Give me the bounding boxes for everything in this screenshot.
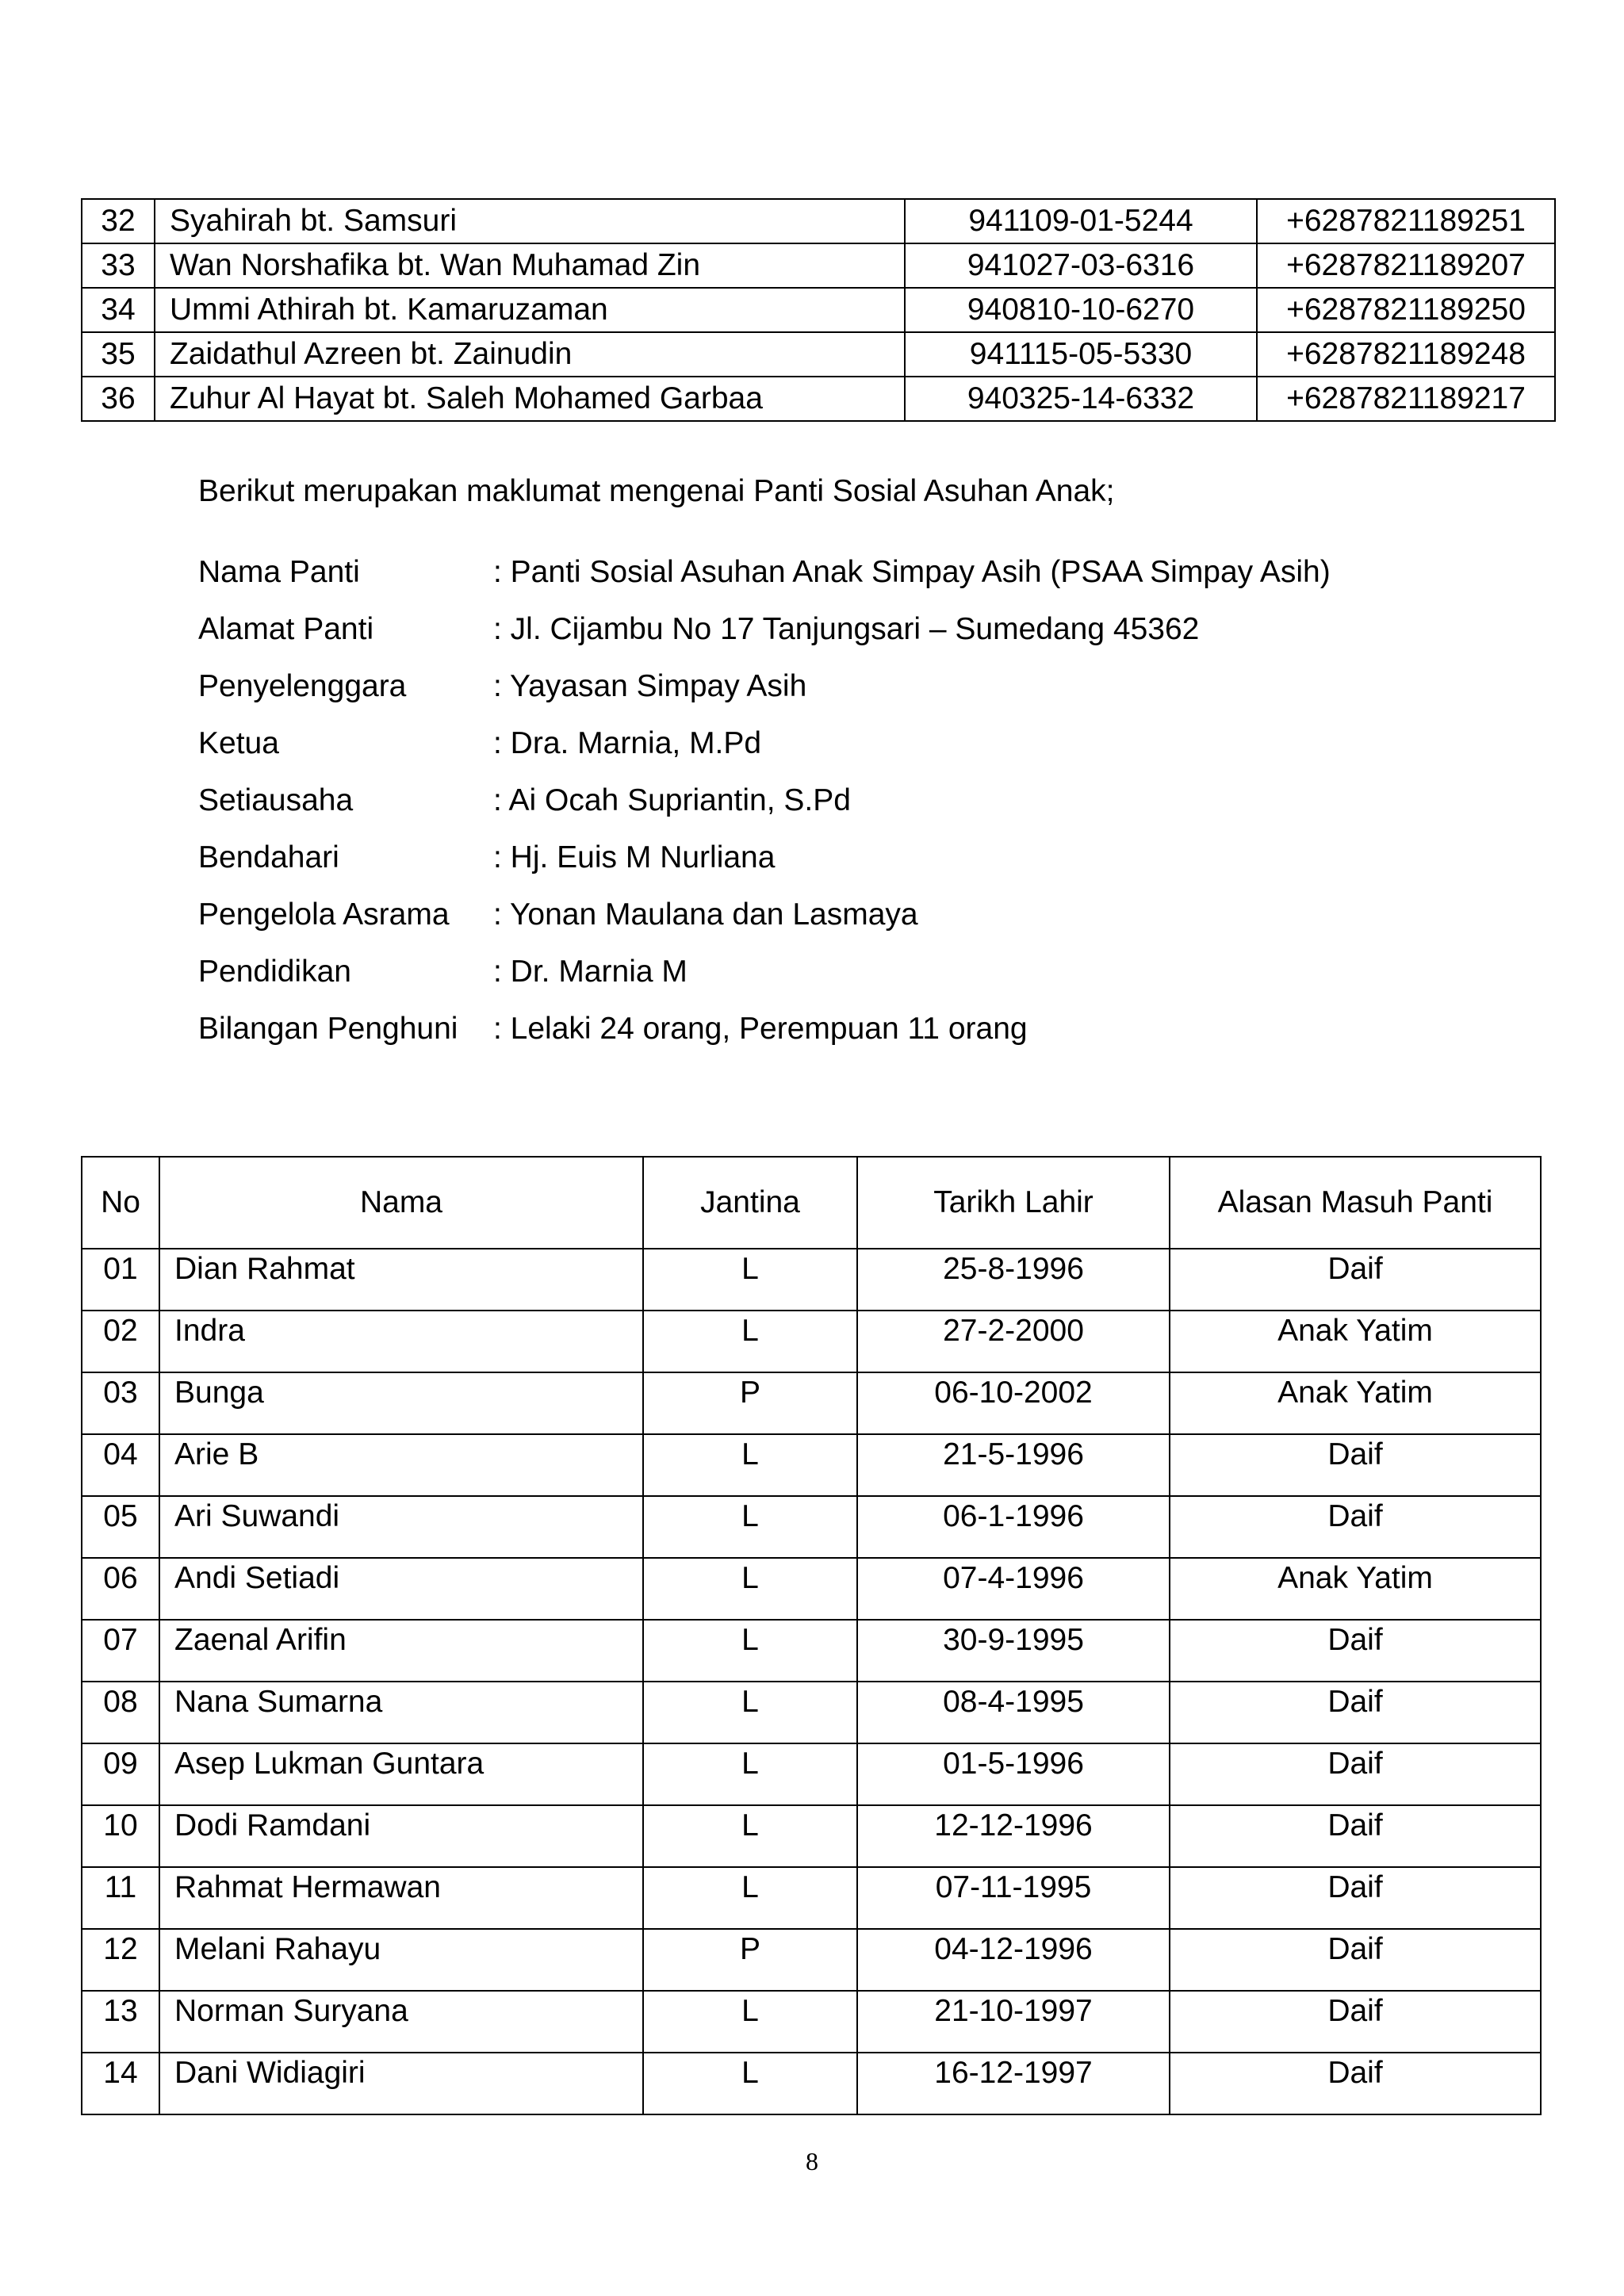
table-row [82, 332, 1555, 377]
resident-gender: L [643, 1558, 857, 1620]
resident-dob: 21-5-1996 [857, 1434, 1170, 1496]
resident-reason: Daif [1170, 2053, 1541, 2114]
info-value: : Hj. Euis M Nurliana [493, 840, 776, 874]
info-value: : Jl. Cijambu No 17 Tanjungsari – Sumedang 45362 [493, 612, 1200, 646]
table-row [82, 288, 1555, 332]
row-number: 34 [82, 288, 155, 332]
ic-number: 941115-05-5330 [905, 332, 1257, 377]
resident-gender: L [643, 1496, 857, 1558]
resident-name: Melani Rahayu [159, 1929, 643, 1991]
phone-number: +6287821189207 [1257, 243, 1555, 288]
info-label: Ketua [198, 726, 279, 760]
resident-name: Dani Widiagiri [159, 2053, 643, 2114]
resident-no: 07 [82, 1620, 159, 1682]
resident-name: Ari Suwandi [159, 1496, 643, 1558]
intro-paragraph: Berikut merupakan maklumat mengenai Panti Sosial Asuhan Anak; [198, 474, 1115, 508]
table-row [82, 1311, 1541, 1372]
header-reason: Alasan Masuh Panti [1170, 1157, 1541, 1249]
resident-reason: Anak Yatim [1170, 1372, 1541, 1434]
resident-gender: L [643, 1867, 857, 1929]
resident-gender: L [643, 1805, 857, 1867]
info-value: : Yonan Maulana dan Lasmaya [493, 897, 918, 932]
info-value: : Dra. Marnia, M.Pd [493, 726, 762, 760]
resident-name: Andi Setiadi [159, 1558, 643, 1620]
resident-name: Norman Suryana [159, 1991, 643, 2053]
table-row [82, 1867, 1541, 1929]
table-row [82, 199, 1555, 243]
resident-name: Dian Rahmat [159, 1249, 643, 1311]
header-name: Nama [159, 1157, 643, 1249]
resident-reason: Anak Yatim [1170, 1311, 1541, 1372]
resident-dob: 12-12-1996 [857, 1805, 1170, 1867]
phone-number: +6287821189248 [1257, 332, 1555, 377]
info-value: : Panti Sosial Asuhan Anak Simpay Asih (PSAA Simpay Asih) [493, 555, 1331, 589]
info-label: Penyelenggara [198, 669, 407, 703]
resident-dob: 16-12-1997 [857, 2053, 1170, 2114]
resident-dob: 07-4-1996 [857, 1558, 1170, 1620]
resident-name: Indra [159, 1311, 643, 1372]
resident-no: 14 [82, 2053, 159, 2114]
info-value: : Yayasan Simpay Asih [493, 669, 807, 703]
resident-no: 02 [82, 1311, 159, 1372]
table-row [82, 2053, 1541, 2114]
table-row [82, 243, 1555, 288]
student-name: Ummi Athirah bt. Kamaruzaman [155, 288, 905, 332]
student-name: Wan Norshafika bt. Wan Muhamad Zin [155, 243, 905, 288]
resident-no: 08 [82, 1682, 159, 1743]
ic-number: 940325-14-6332 [905, 377, 1257, 421]
resident-name: Dodi Ramdani [159, 1805, 643, 1867]
students-table [81, 198, 1556, 422]
resident-gender: L [643, 1311, 857, 1372]
table-row [82, 1372, 1541, 1434]
ic-number: 941109-01-5244 [905, 199, 1257, 243]
table-row [82, 377, 1555, 421]
resident-name: Bunga [159, 1372, 643, 1434]
student-name: Syahirah bt. Samsuri [155, 199, 905, 243]
resident-gender: L [643, 1743, 857, 1805]
resident-name: Asep Lukman Guntara [159, 1743, 643, 1805]
resident-gender: P [643, 1929, 857, 1991]
resident-dob: 04-12-1996 [857, 1929, 1170, 1991]
resident-gender: L [643, 1682, 857, 1743]
info-value: : Dr. Marnia M [493, 955, 688, 989]
table-row [82, 1249, 1541, 1311]
student-name: Zuhur Al Hayat bt. Saleh Mohamed Garbaa [155, 377, 905, 421]
table-header-row [82, 1157, 1541, 1249]
table-row [82, 1743, 1541, 1805]
row-number: 33 [82, 243, 155, 288]
row-number: 36 [82, 377, 155, 421]
resident-no: 01 [82, 1249, 159, 1311]
resident-no: 05 [82, 1496, 159, 1558]
info-label: Alamat Panti [198, 612, 374, 646]
resident-gender: L [643, 1249, 857, 1311]
student-name: Zaidathul Azreen bt. Zainudin [155, 332, 905, 377]
phone-number: +6287821189217 [1257, 377, 1555, 421]
resident-gender: P [643, 1372, 857, 1434]
resident-dob: 25-8-1996 [857, 1249, 1170, 1311]
resident-dob: 08-4-1995 [857, 1682, 1170, 1743]
resident-name: Rahmat Hermawan [159, 1867, 643, 1929]
resident-no: 13 [82, 1991, 159, 2053]
resident-no: 06 [82, 1558, 159, 1620]
table-row [82, 1620, 1541, 1682]
resident-gender: L [643, 1434, 857, 1496]
resident-reason: Daif [1170, 1929, 1541, 1991]
info-label: Pendidikan [198, 955, 351, 989]
resident-reason: Daif [1170, 1620, 1541, 1682]
resident-dob: 21-10-1997 [857, 1991, 1170, 2053]
header-dob: Tarikh Lahir [857, 1157, 1170, 1249]
phone-number: +6287821189250 [1257, 288, 1555, 332]
residents-table [81, 1156, 1542, 2115]
resident-no: 04 [82, 1434, 159, 1496]
resident-reason: Daif [1170, 1249, 1541, 1311]
resident-reason: Daif [1170, 1991, 1541, 2053]
resident-name: Zaenal Arifin [159, 1620, 643, 1682]
resident-reason: Daif [1170, 1434, 1541, 1496]
info-label: Pengelola Asrama [198, 897, 450, 932]
table-row [82, 1805, 1541, 1867]
table-row [82, 1682, 1541, 1743]
resident-no: 03 [82, 1372, 159, 1434]
resident-gender: L [643, 1620, 857, 1682]
resident-reason: Daif [1170, 1805, 1541, 1867]
resident-dob: 07-11-1995 [857, 1867, 1170, 1929]
resident-dob: 01-5-1996 [857, 1743, 1170, 1805]
resident-name: Nana Sumarna [159, 1682, 643, 1743]
resident-dob: 27-2-2000 [857, 1311, 1170, 1372]
page-number: 8 [806, 2147, 818, 2175]
resident-dob: 06-1-1996 [857, 1496, 1170, 1558]
info-label: Setiausaha [198, 783, 354, 817]
phone-number: +6287821189251 [1257, 199, 1555, 243]
info-label: Nama Panti [198, 555, 360, 589]
resident-gender: L [643, 1991, 857, 2053]
header-gender: Jantina [643, 1157, 857, 1249]
resident-no: 11 [82, 1867, 159, 1929]
info-value: : Ai Ocah Supriantin, S.Pd [493, 783, 851, 817]
table-row [82, 1496, 1541, 1558]
row-number: 35 [82, 332, 155, 377]
header-no: No [82, 1157, 159, 1249]
resident-no: 10 [82, 1805, 159, 1867]
resident-reason: Daif [1170, 1496, 1541, 1558]
ic-number: 941027-03-6316 [905, 243, 1257, 288]
info-label: Bilangan Penghuni [198, 1012, 458, 1046]
resident-reason: Daif [1170, 1682, 1541, 1743]
resident-dob: 30-9-1995 [857, 1620, 1170, 1682]
resident-reason: Anak Yatim [1170, 1558, 1541, 1620]
info-label: Bendahari [198, 840, 339, 874]
resident-no: 12 [82, 1929, 159, 1991]
table-row [82, 1929, 1541, 1991]
info-value: : Lelaki 24 orang, Perempuan 11 orang [493, 1012, 1028, 1046]
resident-name: Arie B [159, 1434, 643, 1496]
resident-dob: 06-10-2002 [857, 1372, 1170, 1434]
table-row [82, 1558, 1541, 1620]
resident-no: 09 [82, 1743, 159, 1805]
table-row [82, 1991, 1541, 2053]
resident-reason: Daif [1170, 1867, 1541, 1929]
resident-gender: L [643, 2053, 857, 2114]
row-number: 32 [82, 199, 155, 243]
resident-reason: Daif [1170, 1743, 1541, 1805]
ic-number: 940810-10-6270 [905, 288, 1257, 332]
table-row [82, 1434, 1541, 1496]
